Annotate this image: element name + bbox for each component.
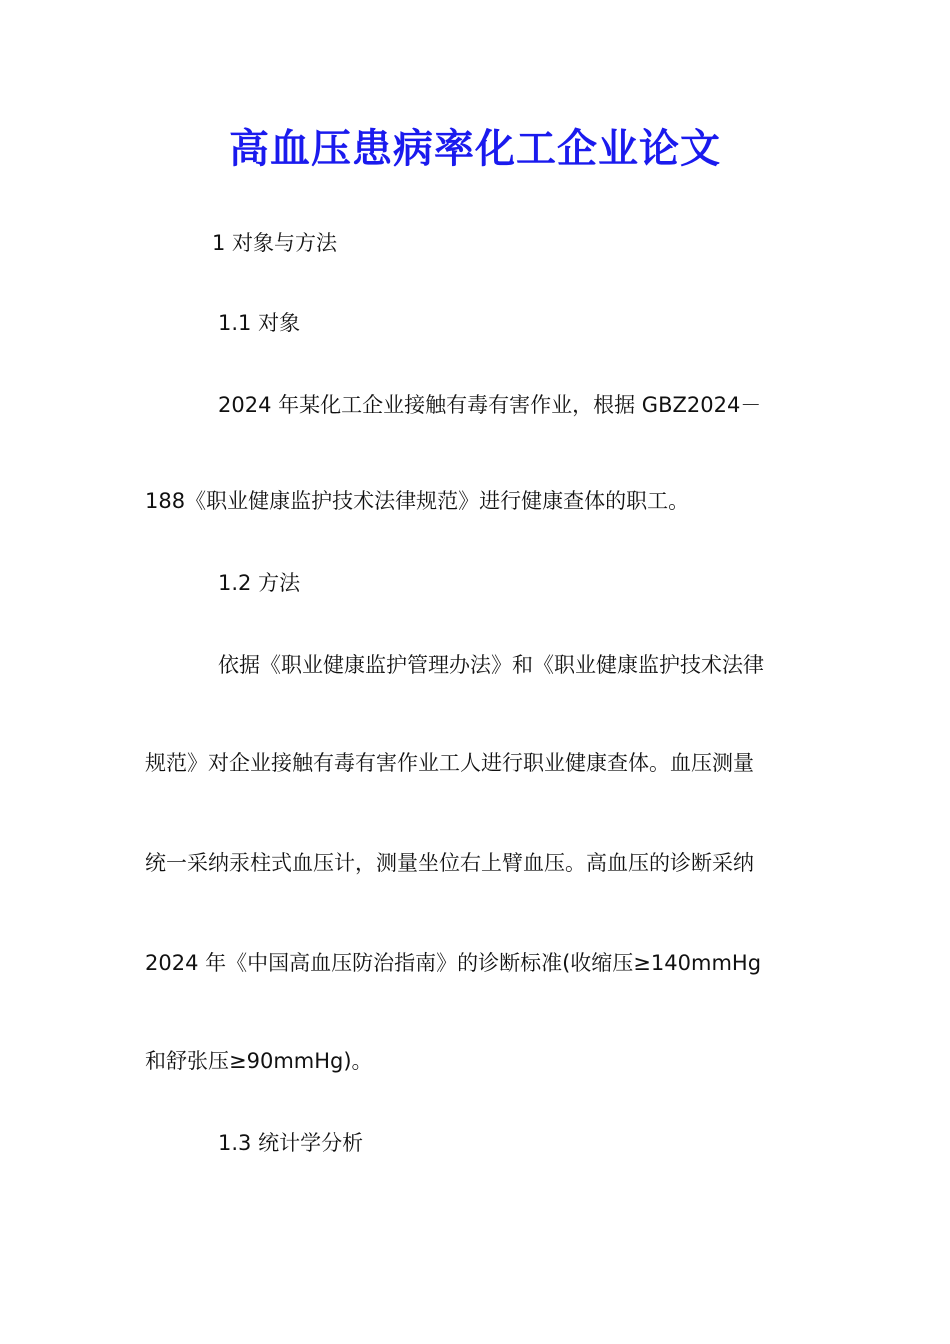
paragraph-line: 2024 年《中国高血压防治指南》的诊断标准(收缩压≥140mmHg [145, 951, 762, 975]
subsection-heading-1-2: 1.2 方法 [218, 571, 301, 595]
section-heading-1: 1 对象与方法 [212, 231, 338, 255]
paragraph-line: 188《职业健康监护技术法律规范》进行健康查体的职工。 [145, 489, 690, 513]
paragraph-line: 规范》对企业接触有毒有害作业工人进行职业健康查体。血压测量 [145, 751, 754, 775]
paragraph-line: 依据《职业健康监护管理办法》和《职业健康监护技术法律 [218, 653, 764, 677]
paragraph-line: 统一采纳汞柱式血压计，测量坐位右上臂血压。高血压的诊断采纳 [145, 851, 754, 875]
paragraph-line: 和舒张压≥90mmHg)。 [145, 1049, 373, 1073]
subsection-heading-1-1: 1.1 对象 [218, 311, 301, 335]
document-title: 高血压患病率化工企业论文 [229, 125, 721, 172]
subsection-heading-1-3: 1.3 统计学分析 [218, 1131, 364, 1155]
paragraph-line: 2024 年某化工企业接触有毒有害作业，根据 GBZ2024－ [218, 393, 762, 417]
